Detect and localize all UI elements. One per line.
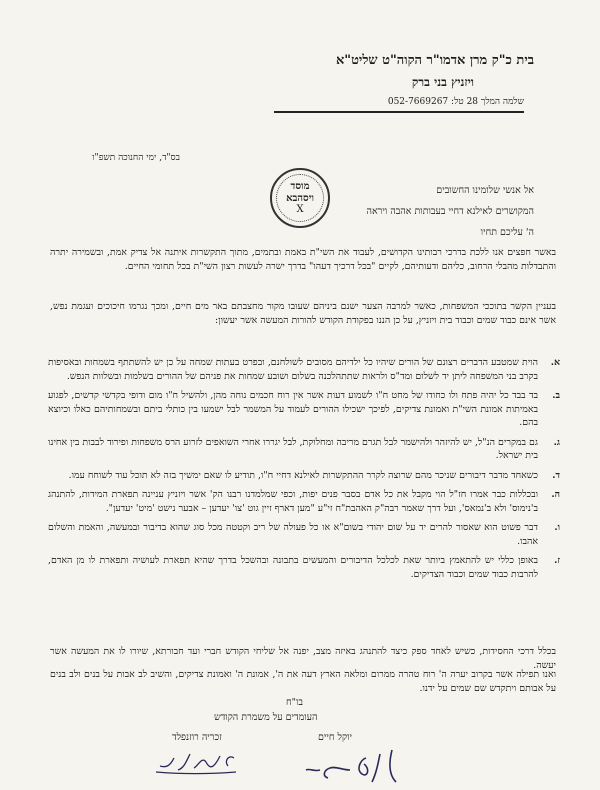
signers-title: העומדים על משמרת הקודש <box>214 712 318 723</box>
greeting-line-1: אל אנשי שלומינו החשובים <box>436 185 534 196</box>
item-text: דבר פשוט הוא שאסור להרים יד על שום יהודי בשום"א או כל פעולה של ריב וקטטה מכל סוג שהוא בדיבור ובמעשה, והאמת והשלום אהבו. <box>48 522 538 547</box>
letterhead <box>274 52 534 113</box>
list-item <box>48 469 560 483</box>
signer-name-1: יוקל חיים <box>318 732 353 743</box>
list-item <box>48 436 560 463</box>
handwritten-signature-1 <box>300 740 410 788</box>
item-text: הוית שמטבע הדברים רצונם של הורים שיהיו כל ילדיהם מסובים לשולחנם, ובפרט בעתות שמחה על כן יש להשתתף בשמחות ובאסיפות בקרב בני המשפחה ליתן יד לשלום ומד"ס ולראות שתתהלכנה בשלום ושובע שמחות את פניהם של ההורים בשלמות ובשלוות הנפש. <box>48 357 538 382</box>
stamp-line-2: ויסהבא <box>286 193 314 204</box>
instructions-list <box>48 356 560 587</box>
item-text: ובכללות כבר אמרו חז"ל הוי מקבל את כל אדם בסבר פנים יפות, וכפי שמלמדנו רבנו הק' אשר ויזניץ עניינה תפארת המידות, להתנהג ב'נימוס' ולא ב'נמאס', ועל דרך שאמר רבה"ק האהבת"ח זי"ע "מען דארף זיין גוט 'צו' יעדען – אבער נישט 'מיט' יעדען". <box>48 489 538 514</box>
list-item <box>48 521 560 548</box>
greeting-line-3: ה' עליכם תחיו <box>480 227 534 238</box>
letter-date: בס"ד, ימי החנוכה תשפ"ו <box>92 153 180 163</box>
item-letter: ו. <box>554 522 560 533</box>
letterhead-title: בית כ"ק מרן אדמו"ר הקוה"ט שליט"א <box>335 53 534 68</box>
item-text: באופן כללי יש להתאמץ ביותר שאת לכלכל הדיבורים והמעשים בתבונה ובהשכל בדרך שהיא תפארת לעושיה ותפארת לו מן האדם, להרבות כבוד שמים וכבוד הצדיקים. <box>48 555 538 580</box>
list-item <box>48 488 560 515</box>
closing-blessing: בו"ח <box>286 697 304 708</box>
signer-name-2: זכריה רוזנפלד <box>172 732 222 743</box>
item-letter: ב. <box>552 390 560 401</box>
family-paragraph: בעניין הקשר בתוככי המשפחות, כאשר למרבה הצער ישנם ביניהם שעובו מקור מחצבתם באר מים חיים, ומכך נגרמו חיכוכים ועגמת נפש, אשר אינם כבוד שמים וכבוד בית ויזניץ, על כן הננו בפקודת הקודש להורות המעשה אשר יעשון: <box>50 301 556 326</box>
guidance-paragraph: בכלל דרכי החסידות, כשיש לאחד ספק כיצד להתנהג באיזה מצב, יפנה אל שליחי הקודש חברי ועד חבורתא, שיורו לו את המעשה אשר יעשה. <box>50 646 556 671</box>
letterhead-divider <box>274 111 524 113</box>
letterhead-subtitle: ויזניץ בני ברק <box>411 75 474 89</box>
organization-stamp <box>270 168 330 228</box>
greeting <box>334 184 534 240</box>
item-letter: ה. <box>551 489 560 500</box>
list-item <box>48 356 560 383</box>
handwritten-signature-2 <box>150 744 240 778</box>
item-letter: ז. <box>554 555 560 566</box>
item-letter: א. <box>550 357 560 368</box>
stamp-mark: X <box>296 204 304 215</box>
greeting-line-2: המקושרים לאילנא דחיי בעבותות אהבה ויראה <box>366 206 534 217</box>
item-text: גם במקרים הנ"ל, יש להיזהר ולהישמר לבל תגרם מריבה ומחלוקת, לבל יגררו אחרי השואפים לזרוע הרס משפחות ופירוד לבבות בין אחינו בית ישראל. <box>48 436 538 461</box>
stamp-line-1: מוסד <box>290 181 310 192</box>
item-letter: ד. <box>552 469 560 481</box>
intro-paragraph: באשר חפצים אנו ללכת בדרכי רבותינו הקדושים, לעבוד את השי"ת באמת ובתמים, מתוך התקשרות איתנה אל צדיק אמת, ובשמירה יתרה והתבדלות מהבלי הרחוב, כליהם ודעותיהם, לקיים "בכל דרכיך דעהו" בדרך ישרה לעשות רצון השי"ת בכל תחומי החיים. <box>50 247 556 272</box>
prayer-paragraph: ואנו תפילה אשר בקרוב יערה ה' רוח טהרה ממרום ומלאה הארץ דעה את ה', אמונת ה' ואמונת צדיקים, והשיב לב אבות על בנים ולב בנים על אבותם ויתקדש שם שמים על ידנו. <box>50 669 556 694</box>
item-text: בד בבד כל יהיה פתח ולו כחודו של מחט ח"ו לשמוע דעות אשר אין רוח חכמים נוחה מהן, ולהשיל ח"ו מום ודופי בקדשי קדשים, לפגוע באמיתות אמונת השי"ת ואמונת צדיקים, לפיכך ישכילו ההורים לעמוד על המשמר לבל ישמעו בין כותלי ביתם ובשמחותיהם כאלו וכיוצא בהם. <box>48 390 538 428</box>
list-item <box>48 389 560 430</box>
item-text: כשאחד מדבר דיבורים שניכר מהם שרוצה לקרר ההתקשרות לאילנא דחיי ח"ו, תודיע לו שאם ימשיך בזה לא תוכל עוד לשוחח עמו. <box>68 469 538 481</box>
list-item <box>48 554 560 581</box>
item-letter: ג. <box>553 436 560 448</box>
letterhead-address: שלמה המלך 28 טל: 052-7669267 <box>387 97 524 107</box>
